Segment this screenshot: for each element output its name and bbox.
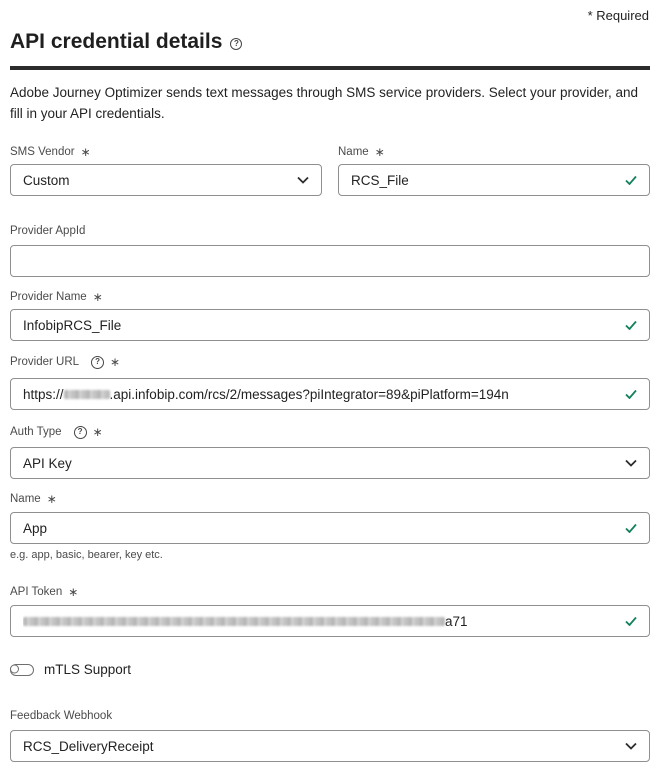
provider-appid-label: Provider AppId (10, 225, 86, 237)
feedback-webhook-select[interactable]: RCS_DeliveryReceipt (10, 730, 650, 762)
provider-url-input[interactable]: https:// .api.infobip.com/rcs/2/messages?piIntegrator=89&piPlatform=194n (10, 378, 650, 410)
chevron-down-icon (625, 459, 637, 467)
chevron-down-icon (625, 742, 637, 750)
sms-vendor-label: SMS Vendor ∗ (10, 145, 91, 159)
header-divider (10, 66, 650, 70)
name-input[interactable]: RCS_File (338, 164, 650, 196)
help-circle-icon[interactable]: ? (91, 356, 104, 369)
name-label: Name ∗ (338, 145, 385, 159)
help-circle-icon[interactable]: ? (74, 426, 87, 439)
provider-url-label: Provider URL ? ∗ (10, 355, 121, 369)
description-text: Adobe Journey Optimizer sends text messages through SMS service providers. Select your provider, and fill in your API credentials. (10, 85, 639, 121)
checkmark-icon (625, 389, 637, 399)
required-asterisk: ∗ (92, 425, 103, 439)
required-asterisk: ∗ (374, 145, 385, 159)
required-note: * Required (587, 8, 649, 23)
provider-name-input[interactable]: InfobipRCS_File (10, 309, 650, 341)
page-title: API credential details (10, 30, 223, 53)
auth-type-label: Auth Type ? ∗ (10, 425, 103, 439)
api-token-label: API Token ∗ (10, 585, 79, 599)
redacted-text (64, 390, 110, 399)
required-asterisk: ∗ (80, 145, 91, 159)
checkmark-icon (625, 523, 637, 533)
provider-name-label: Provider Name ∗ (10, 290, 103, 304)
api-token-input[interactable]: a71 (10, 605, 650, 637)
required-asterisk: ∗ (110, 355, 121, 369)
feedback-webhook-label: Feedback Webhook (10, 710, 113, 722)
checkmark-icon (625, 175, 637, 185)
mtls-support-row (10, 662, 131, 677)
required-asterisk: ∗ (92, 290, 103, 304)
mtls-support-label: mTLS Support (44, 662, 132, 677)
sms-vendor-select[interactable]: Custom (10, 164, 322, 196)
auth-type-select[interactable]: API Key (10, 447, 650, 479)
required-asterisk: ∗ (68, 585, 79, 599)
provider-appid-input[interactable] (10, 245, 650, 277)
auth-name-input[interactable]: App (10, 512, 650, 544)
chevron-down-icon (297, 176, 309, 184)
checkmark-icon (625, 616, 637, 626)
page-title-row (10, 30, 242, 54)
help-circle-icon[interactable]: ? (230, 38, 242, 50)
checkmark-icon (625, 320, 637, 330)
auth-name-label: Name ∗ (10, 492, 57, 506)
redacted-text (23, 617, 445, 626)
auth-name-helper: e.g. app, basic, bearer, key etc. (10, 549, 163, 561)
required-asterisk: ∗ (46, 492, 57, 506)
mtls-support-toggle[interactable] (10, 664, 34, 676)
